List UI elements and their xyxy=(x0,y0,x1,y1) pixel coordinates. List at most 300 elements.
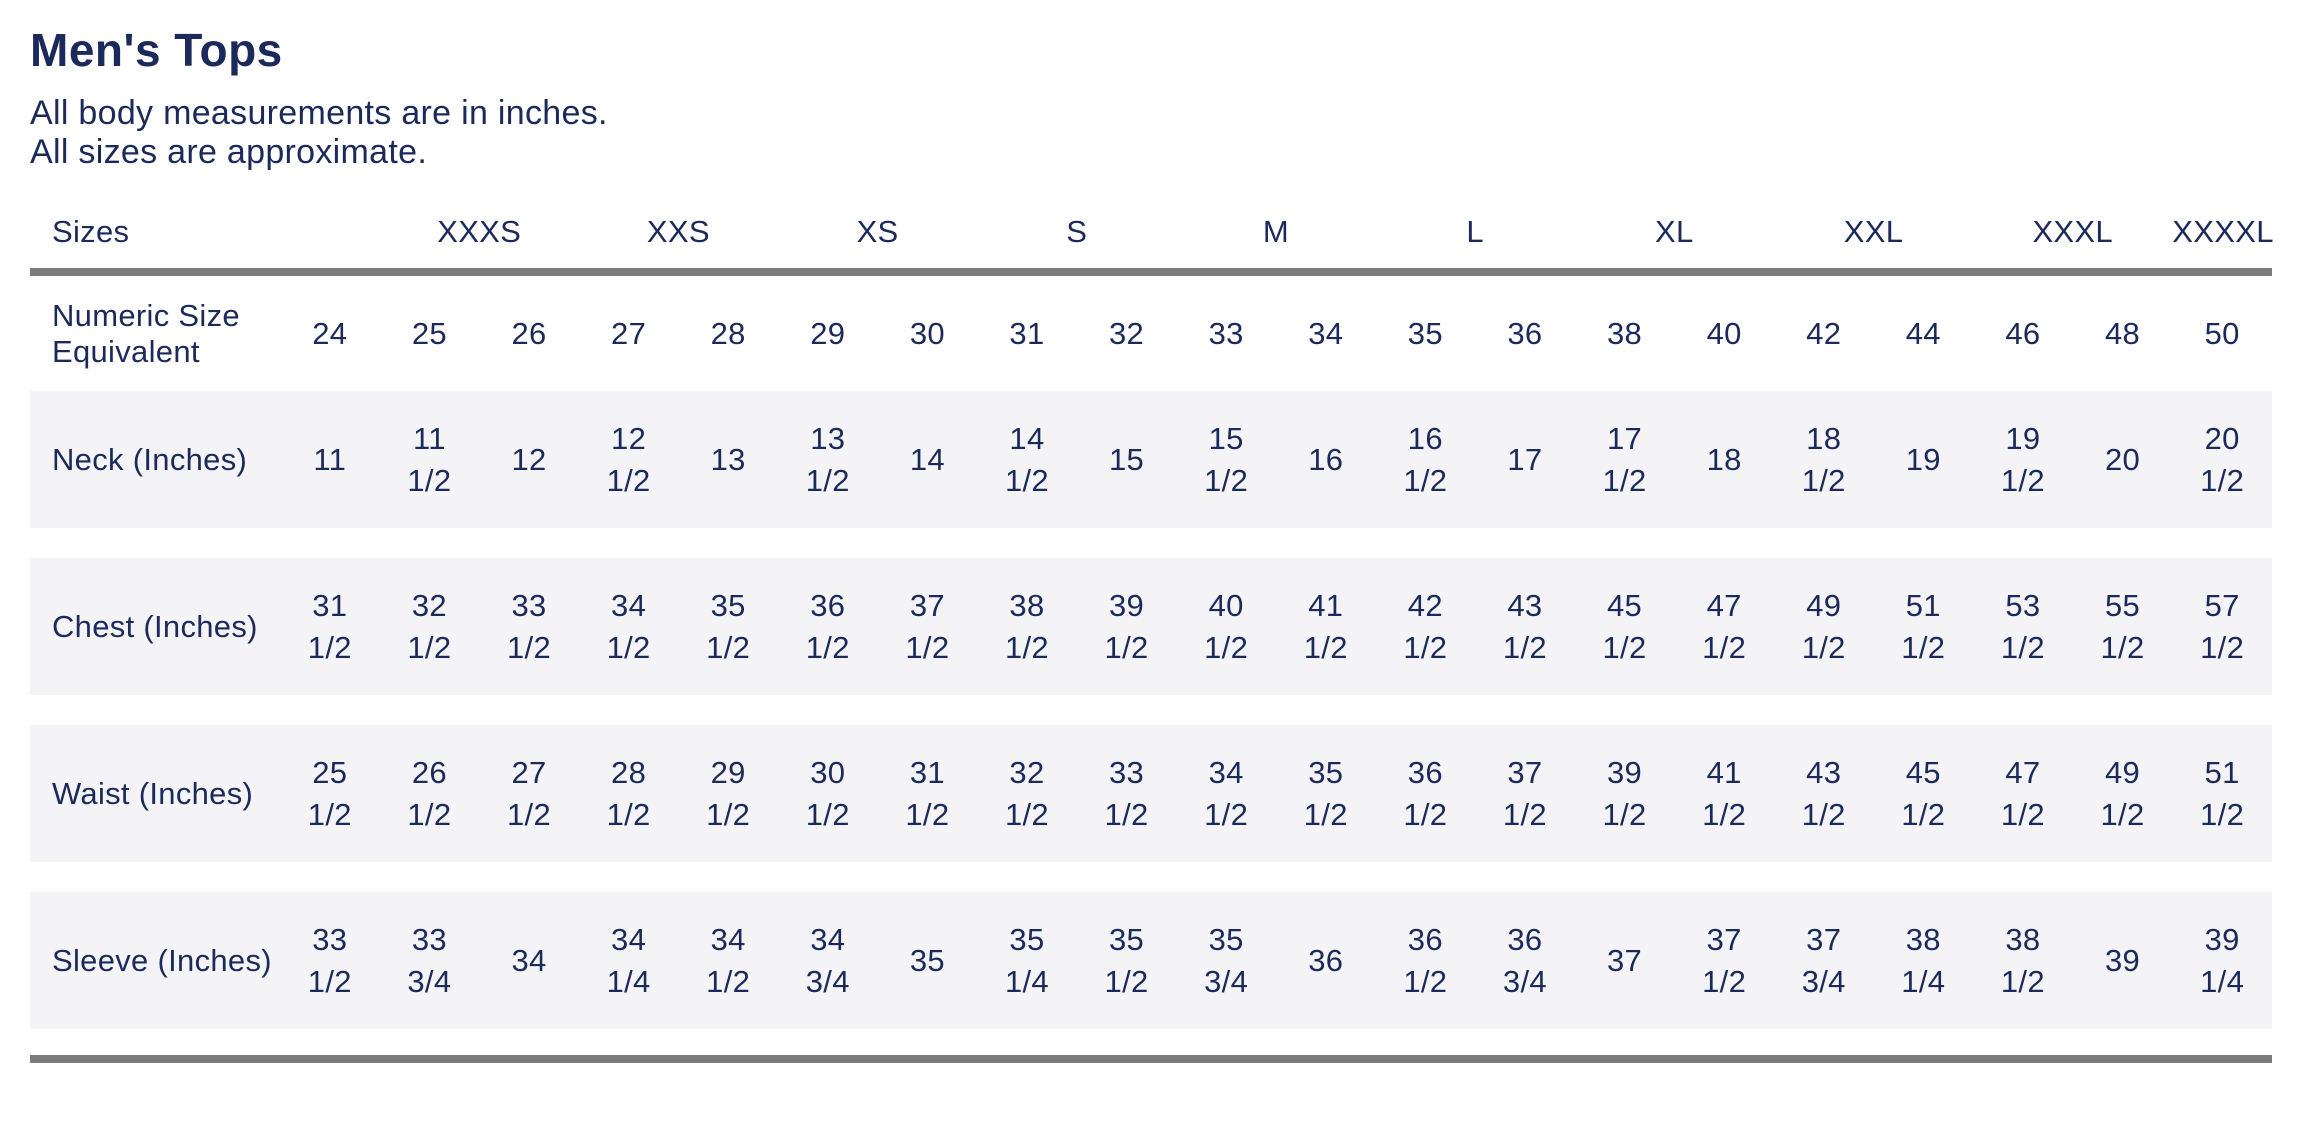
size-cell xyxy=(1077,558,1177,695)
size-cell-line: 36 xyxy=(1407,754,1443,790)
subtitle-line-2: All sizes are approximate. xyxy=(30,133,428,171)
row-label: Neck (Inches) xyxy=(52,441,248,477)
size-cell-line: 49 xyxy=(1806,587,1842,623)
row-label: Numeric Size Equivalent xyxy=(52,297,240,369)
size-cell-line: 1/2 xyxy=(307,796,352,832)
row-label: Chest (Inches) xyxy=(52,608,258,644)
size-cell-line: 34 xyxy=(710,921,746,957)
size-cell-line: 35 xyxy=(1407,315,1443,351)
size-cell xyxy=(678,725,778,862)
size-cell xyxy=(2172,558,2272,695)
size-cell-line: 33 xyxy=(511,587,547,623)
size-cell xyxy=(2172,272,2272,391)
size-cell-line: 31 xyxy=(909,754,945,790)
size-cell-line: 37 xyxy=(1706,921,1742,957)
size-cell xyxy=(579,725,679,862)
size-cell-line: 32 xyxy=(1109,315,1145,351)
size-cell-line: 1/2 xyxy=(1004,796,1049,832)
size-cell-line: 51 xyxy=(1905,587,1941,623)
col-header-xxxl: XXXL xyxy=(1973,196,2172,272)
size-cell xyxy=(1276,558,1376,695)
size-cell-line: 36 xyxy=(1507,315,1543,351)
col-header-xxs: XXS xyxy=(579,196,778,272)
size-cell-line: 38 xyxy=(1905,921,1941,957)
size-cell-line: 11 xyxy=(413,420,446,456)
size-table-body xyxy=(30,272,2272,1055)
size-cell xyxy=(678,391,778,528)
size-cell xyxy=(1575,892,1675,1029)
size-cell-line: 33 xyxy=(411,921,447,957)
size-cell-line: 35 xyxy=(1109,921,1145,957)
size-cell-line: 33 xyxy=(312,921,348,957)
size-cell-line: 3/4 xyxy=(1502,963,1547,999)
size-cell xyxy=(977,892,1077,1029)
col-header-xxl: XXL xyxy=(1774,196,1973,272)
size-cell-line: 1/4 xyxy=(1901,963,1946,999)
size-cell-line: 32 xyxy=(411,587,447,623)
size-cell-line: 1/2 xyxy=(1303,629,1348,665)
size-cell-line: 1/2 xyxy=(1702,796,1747,832)
size-cell-line: 1/2 xyxy=(307,629,352,665)
size-cell xyxy=(1475,725,1575,862)
size-cell-line: 14 xyxy=(909,441,945,477)
size-cell-line: 15 xyxy=(1208,420,1244,456)
size-cell-line: 1/2 xyxy=(2000,629,2045,665)
size-cell xyxy=(1973,558,2073,695)
size-cell-line: 3/4 xyxy=(1204,963,1249,999)
size-cell-line: 37 xyxy=(1507,754,1543,790)
size-cell xyxy=(1077,725,1177,862)
size-cell-line: 3/4 xyxy=(407,963,452,999)
size-cell-line: 11 xyxy=(313,441,347,477)
size-cell-line: 1/2 xyxy=(2200,462,2245,498)
size-cell xyxy=(1077,892,1177,1029)
size-cell xyxy=(479,892,579,1029)
size-cell-line: 36 xyxy=(1407,921,1443,957)
size-cell xyxy=(778,391,878,528)
size-cell-line: 1/2 xyxy=(1801,629,1846,665)
size-cell xyxy=(380,272,480,391)
size-cell-line: 30 xyxy=(810,754,846,790)
size-cell xyxy=(1475,391,1575,528)
size-cell xyxy=(1774,725,1874,862)
size-table-head xyxy=(30,196,2272,272)
size-cell xyxy=(380,892,480,1029)
col-header-s: S xyxy=(977,196,1176,272)
spacer-row xyxy=(30,1029,2272,1055)
size-cell-line: 1/2 xyxy=(1403,796,1448,832)
size-cell-line: 13 xyxy=(810,420,846,456)
size-cell xyxy=(579,391,679,528)
size-cell xyxy=(1774,892,1874,1029)
size-cell xyxy=(1376,892,1476,1029)
size-cell xyxy=(678,558,778,695)
size-cell-line: 1/2 xyxy=(1702,963,1747,999)
size-cell-line: 1/2 xyxy=(1403,963,1448,999)
size-cell-line: 12 xyxy=(611,420,647,456)
col-header-xxxxl: XXXXL xyxy=(2172,196,2272,272)
size-cell-line: 28 xyxy=(611,754,647,790)
size-cell xyxy=(1176,725,1276,862)
size-cell xyxy=(380,558,480,695)
size-cell xyxy=(778,725,878,862)
size-cell-line: 1/2 xyxy=(805,796,850,832)
size-cell-line: 1/2 xyxy=(805,629,850,665)
size-cell xyxy=(280,558,380,695)
size-cell xyxy=(479,725,579,862)
size-cell xyxy=(1376,272,1476,391)
size-cell-line: 27 xyxy=(511,754,547,790)
size-cell xyxy=(1276,892,1376,1029)
size-cell-line: 1/2 xyxy=(2000,796,2045,832)
size-cell-line: 1/2 xyxy=(1403,462,1448,498)
size-cell xyxy=(878,272,978,391)
size-cell xyxy=(2172,391,2272,528)
size-cell-line: 19 xyxy=(1905,441,1941,477)
size-cell-line: 16 xyxy=(1407,420,1443,456)
size-cell-line: 1/2 xyxy=(1104,796,1149,832)
size-cell-line: 1/2 xyxy=(1403,629,1448,665)
size-cell-line: 1/2 xyxy=(1801,796,1846,832)
size-cell xyxy=(878,725,978,862)
size-cell-line: 15 xyxy=(1109,441,1145,477)
size-cell-line: 35 xyxy=(1009,921,1045,957)
size-cell xyxy=(1674,558,1774,695)
size-cell-line: 33 xyxy=(1109,754,1145,790)
size-cell-line: 13 xyxy=(710,441,746,477)
size-cell-line: 31 xyxy=(312,587,348,623)
size-cell xyxy=(778,272,878,391)
size-cell-line: 1/2 xyxy=(407,796,452,832)
size-cell-line: 36 xyxy=(1308,942,1344,978)
size-cell xyxy=(1973,892,2073,1029)
size-cell xyxy=(2172,725,2272,862)
size-cell-line: 18 xyxy=(1706,441,1742,477)
size-cell-line: 1/2 xyxy=(407,629,452,665)
size-cell-line: 1/2 xyxy=(2000,462,2045,498)
size-cell-line: 14 xyxy=(1009,420,1045,456)
size-cell-line: 1/2 xyxy=(706,629,751,665)
size-cell xyxy=(1176,558,1276,695)
size-cell xyxy=(2073,558,2173,695)
row-label: Waist (Inches) xyxy=(52,775,254,811)
size-cell-line: 1/2 xyxy=(1502,796,1547,832)
size-cell-line: 1/2 xyxy=(2000,963,2045,999)
size-cell-line: 1/2 xyxy=(407,462,452,498)
size-cell xyxy=(1774,558,1874,695)
size-cell-line: 34 xyxy=(611,587,647,623)
size-cell-line: 1/4 xyxy=(1004,963,1049,999)
size-cell xyxy=(380,391,480,528)
size-cell-line: 34 xyxy=(511,942,547,978)
size-cell xyxy=(1176,272,1276,391)
size-chart-page xyxy=(0,26,2306,1122)
size-cell-line: 1/2 xyxy=(1204,462,1249,498)
size-cell-line: 43 xyxy=(1806,754,1842,790)
size-cell xyxy=(778,892,878,1029)
header-row xyxy=(30,196,2272,272)
size-cell-line: 1/2 xyxy=(905,629,950,665)
size-cell-line: 1/2 xyxy=(1204,796,1249,832)
size-cell xyxy=(1475,558,1575,695)
size-cell xyxy=(579,558,679,695)
size-cell xyxy=(1376,558,1476,695)
size-cell-line: 1/2 xyxy=(1104,963,1149,999)
col-header-l: L xyxy=(1376,196,1575,272)
size-cell xyxy=(1874,272,1974,391)
size-cell-line: 47 xyxy=(2005,754,2041,790)
size-cell xyxy=(1674,725,1774,862)
col-header-xl: XL xyxy=(1575,196,1774,272)
table-row xyxy=(30,725,2272,862)
size-cell-line: 39 xyxy=(2104,942,2141,978)
size-cell xyxy=(1575,725,1675,862)
size-cell xyxy=(1874,892,1974,1029)
size-cell-line: 45 xyxy=(1905,754,1941,790)
size-cell xyxy=(2073,892,2173,1029)
size-cell-line: 40 xyxy=(1208,587,1244,623)
size-cell xyxy=(1674,391,1774,528)
size-cell xyxy=(1973,272,2073,391)
size-cell-line: 41 xyxy=(1706,754,1742,790)
spacer-row xyxy=(30,695,2272,725)
size-cell-line: 19 xyxy=(2005,420,2041,456)
size-cell xyxy=(1774,391,1874,528)
size-cell-line: 1/4 xyxy=(2200,963,2245,999)
size-cell-line: 1/2 xyxy=(1004,462,1049,498)
size-cell-line: 34 xyxy=(1208,754,1244,790)
size-cell xyxy=(1874,725,1974,862)
table-row xyxy=(30,272,2272,391)
size-cell-line: 29 xyxy=(810,315,846,351)
size-cell xyxy=(280,272,380,391)
size-cell xyxy=(977,391,1077,528)
size-cell-line: 1/2 xyxy=(706,796,751,832)
size-cell-line: 40 xyxy=(1706,315,1742,351)
size-cell xyxy=(878,558,978,695)
size-cell-line: 1/2 xyxy=(606,462,651,498)
size-cell xyxy=(479,272,579,391)
size-cell-line: 47 xyxy=(1706,587,1742,623)
size-cell xyxy=(1973,725,2073,862)
size-cell-line: 25 xyxy=(411,315,447,351)
size-cell-line: 34 xyxy=(1308,315,1344,351)
size-cell-line: 1/2 xyxy=(1801,462,1846,498)
size-cell xyxy=(280,892,380,1029)
size-cell-line: 35 xyxy=(1208,921,1244,957)
size-cell-line: 39 xyxy=(1606,754,1643,790)
size-cell-line: 38 xyxy=(1009,587,1045,623)
size-cell xyxy=(778,558,878,695)
size-cell-line: 24 xyxy=(312,315,348,351)
size-cell-line: 42 xyxy=(1407,587,1443,623)
size-cell xyxy=(1475,272,1575,391)
size-cell-line: 45 xyxy=(1606,587,1643,623)
row-label: Sleeve (Inches) xyxy=(52,942,272,978)
size-cell-line: 27 xyxy=(611,315,647,351)
size-cell xyxy=(1176,391,1276,528)
table-row xyxy=(30,391,2272,528)
size-cell xyxy=(1376,391,1476,528)
size-cell xyxy=(479,558,579,695)
size-table-wrap xyxy=(30,196,2272,1063)
col-header-sizes: Sizes xyxy=(30,196,380,272)
size-cell-line: 3/4 xyxy=(805,963,850,999)
subtitle-line-1: All body measurements are in inches. xyxy=(30,94,608,132)
size-cell-line: 1/2 xyxy=(2200,629,2245,665)
size-cell-line: 16 xyxy=(1308,441,1344,477)
size-cell-line: 1/2 xyxy=(1502,629,1547,665)
table-row xyxy=(30,892,2272,1029)
size-cell-line: 36 xyxy=(1507,921,1543,957)
size-cell-line: 3/4 xyxy=(1801,963,1846,999)
size-cell-line: 1/2 xyxy=(506,796,551,832)
size-cell xyxy=(1874,558,1974,695)
size-cell xyxy=(1077,272,1177,391)
size-cell-line: 1/2 xyxy=(1602,462,1647,498)
size-cell-line: 12 xyxy=(511,441,547,477)
size-cell-line: 32 xyxy=(1009,754,1045,790)
spacer-row xyxy=(30,528,2272,558)
size-cell xyxy=(1575,391,1675,528)
size-cell-line: 1/2 xyxy=(1901,629,1946,665)
size-cell-line: 1/2 xyxy=(606,629,651,665)
size-cell-line: 1/2 xyxy=(1702,629,1747,665)
size-cell-line: 26 xyxy=(411,754,447,790)
size-cell-line: 1/2 xyxy=(1602,796,1647,832)
size-cell xyxy=(2073,272,2173,391)
size-cell-line: 43 xyxy=(1507,587,1543,623)
size-cell-line: 36 xyxy=(810,587,846,623)
size-cell-line: 20 xyxy=(2204,420,2240,456)
spacer-row xyxy=(30,862,2272,892)
size-cell-line: 1/2 xyxy=(1602,629,1647,665)
size-cell-line: 26 xyxy=(511,315,547,351)
size-cell-line: 38 xyxy=(2005,921,2041,957)
size-cell-line: 53 xyxy=(2005,587,2041,623)
size-cell xyxy=(2073,391,2173,528)
size-cell-line: 41 xyxy=(1308,587,1344,623)
size-cell-line: 37 xyxy=(909,587,945,623)
size-cell xyxy=(380,725,480,862)
size-cell xyxy=(878,892,978,1029)
size-cell-line: 1/2 xyxy=(2100,629,2145,665)
size-cell xyxy=(1674,272,1774,391)
size-cell-line: 37 xyxy=(1606,942,1643,978)
size-cell-line: 1/2 xyxy=(706,963,751,999)
size-cell-line: 34 xyxy=(810,921,846,957)
size-cell-line: 1/2 xyxy=(1204,629,1249,665)
size-cell-line: 1/2 xyxy=(905,796,950,832)
size-cell-line: 51 xyxy=(2204,754,2240,790)
size-cell xyxy=(1176,892,1276,1029)
size-cell-line: 17 xyxy=(1507,441,1543,477)
size-cell xyxy=(2073,725,2173,862)
size-cell-line: 1/2 xyxy=(307,963,352,999)
size-cell xyxy=(1674,892,1774,1029)
size-cell xyxy=(1973,391,2073,528)
size-cell-line: 17 xyxy=(1606,420,1643,456)
size-cell xyxy=(1475,892,1575,1029)
size-cell-line: 57 xyxy=(2204,587,2240,623)
size-cell-line: 29 xyxy=(710,754,746,790)
size-cell-line: 33 xyxy=(1208,315,1244,351)
size-cell-line: 28 xyxy=(710,315,746,351)
size-cell-line: 35 xyxy=(710,587,746,623)
size-cell-line: 25 xyxy=(312,754,348,790)
size-cell xyxy=(1276,272,1376,391)
size-cell xyxy=(1276,391,1376,528)
size-cell xyxy=(977,725,1077,862)
size-cell xyxy=(1874,391,1974,528)
size-cell-line: 1/2 xyxy=(1104,629,1149,665)
size-cell-line: 1/2 xyxy=(606,796,651,832)
size-cell-line: 1/4 xyxy=(606,963,651,999)
col-header-xs: XS xyxy=(778,196,977,272)
size-cell xyxy=(280,725,380,862)
size-cell-line: 20 xyxy=(2104,441,2141,477)
size-table xyxy=(30,196,2272,1055)
size-cell-line: 35 xyxy=(909,942,945,978)
size-cell-line: 1/2 xyxy=(2100,796,2145,832)
size-cell-line: 1/2 xyxy=(805,462,850,498)
size-cell xyxy=(977,272,1077,391)
size-cell-line: 1/2 xyxy=(1303,796,1348,832)
size-cell-line: 39 xyxy=(2204,921,2240,957)
size-cell xyxy=(1077,391,1177,528)
size-cell xyxy=(1376,725,1476,862)
size-cell xyxy=(1276,725,1376,862)
size-cell xyxy=(479,391,579,528)
size-cell xyxy=(678,272,778,391)
col-header-xxxs: XXXS xyxy=(380,196,579,272)
size-cell xyxy=(678,892,778,1029)
size-cell xyxy=(579,272,679,391)
size-cell-line: 39 xyxy=(1109,587,1145,623)
page-title: Men's Tops xyxy=(30,24,283,76)
size-cell-line: 48 xyxy=(2104,315,2141,351)
size-cell xyxy=(977,558,1077,695)
size-cell-line: 38 xyxy=(1606,315,1643,351)
size-cell xyxy=(878,391,978,528)
size-cell-line: 1/2 xyxy=(2200,796,2245,832)
table-row xyxy=(30,558,2272,695)
size-cell xyxy=(1575,558,1675,695)
size-cell-line: 1/2 xyxy=(1004,629,1049,665)
size-cell-line: 18 xyxy=(1806,420,1842,456)
size-cell-line: 42 xyxy=(1806,315,1842,351)
size-cell-line: 1/2 xyxy=(506,629,551,665)
size-cell xyxy=(579,892,679,1029)
size-cell xyxy=(2172,892,2272,1029)
size-cell-line: 34 xyxy=(611,921,647,957)
size-cell-line: 35 xyxy=(1308,754,1344,790)
size-cell-line: 44 xyxy=(1905,315,1941,351)
size-cell-line: 46 xyxy=(2005,315,2041,351)
size-cell-line: 30 xyxy=(909,315,945,351)
size-cell xyxy=(1575,272,1675,391)
col-header-m: M xyxy=(1176,196,1375,272)
size-cell-line: 31 xyxy=(1009,315,1045,351)
size-cell-line: 50 xyxy=(2204,315,2240,351)
size-cell xyxy=(280,391,380,528)
size-cell-line: 49 xyxy=(2104,754,2141,790)
size-cell-line: 37 xyxy=(1806,921,1842,957)
subtitle xyxy=(30,94,2306,172)
size-cell xyxy=(1774,272,1874,391)
size-cell-line: 1/2 xyxy=(1901,796,1946,832)
size-cell-line: 55 xyxy=(2104,587,2141,623)
